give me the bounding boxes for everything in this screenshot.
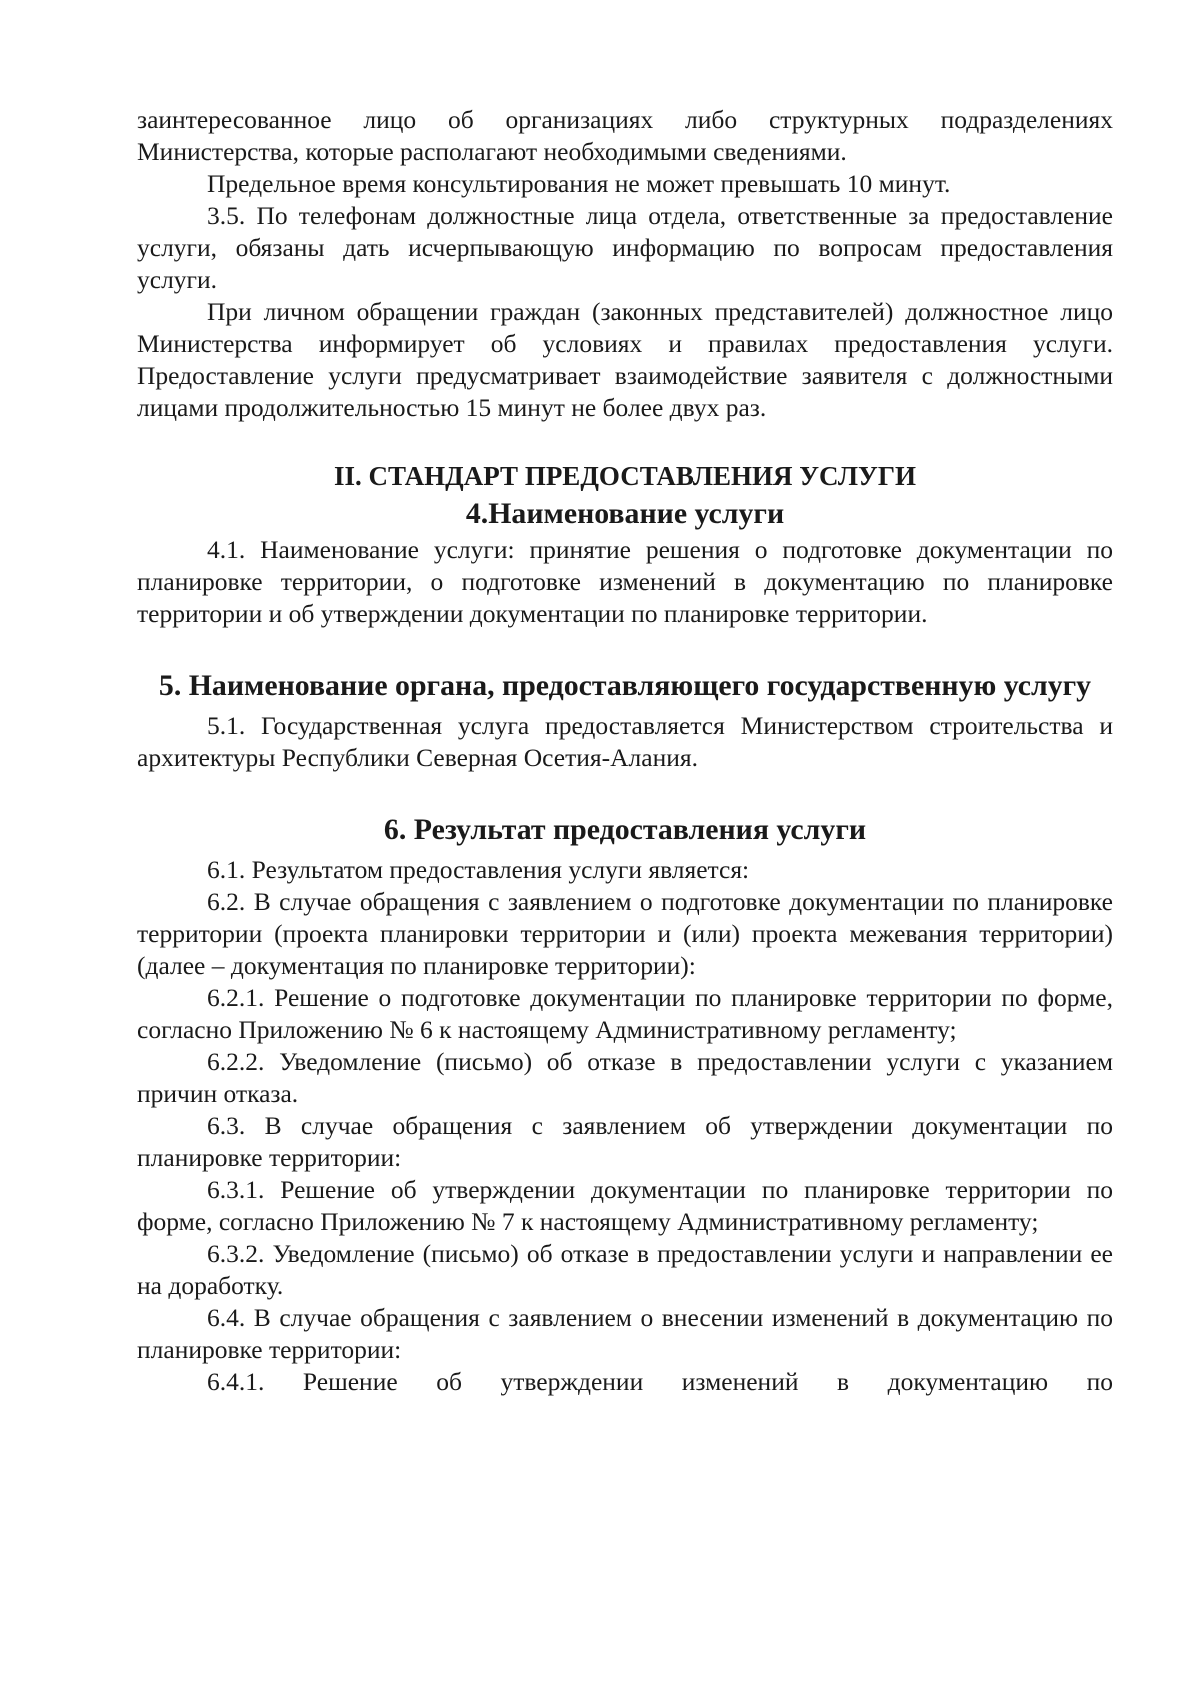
document-page <box>137 104 1113 1398</box>
paragraph-6-3-1: 6.3.1. Решение об утверждении документации по планировке территории по форме, согласно Приложению № 7 к настоящему Административному регламенту; <box>137 1175 1113 1236</box>
paragraph-3-5: 3.5. По телефонам должностные лица отдела, ответственные за предоставление услуги, обязаны дать исчерпывающую информацию по вопросам предоставления услуги. <box>137 201 1113 294</box>
paragraph-6-3: 6.3. В случае обращения с заявлением об утверждении документации по планировке территории: <box>137 1111 1113 1172</box>
subsection-6-title: 6. Результат предоставления услуги <box>383 813 867 846</box>
paragraph-6-2-2: 6.2.2. Уведомление (письмо) об отказе в предоставлении услуги с указанием причин отказа. <box>137 1047 1113 1108</box>
paragraph-6-3-2: 6.3.2. Уведомление (письмо) об отказе в предоставлении услуги и направлении ее на доработку. <box>137 1239 1113 1300</box>
paragraph-6-2: 6.2. В случае обращения с заявлением о подготовке документации по планировке территории (проекта планировки территории и (или) проекта межевания территории) (далее – документация по планировке территории): <box>137 887 1113 980</box>
subsection-5-title: 5. Наименование органа, предоставляющего государственную услугу <box>158 669 1092 702</box>
paragraph-5-1: 5.1. Государственная услуга предоставляется Министерством строительства и архитектуры Республики Северная Осетия-Алания. <box>137 711 1113 772</box>
paragraph-continuation: заинтересованное лицо об организациях либо структурных подразделениях Министерства, которые располагают необходимыми сведениями. <box>137 105 1113 166</box>
paragraph-6-1: 6.1. Результатом предоставления услуги является: <box>207 855 750 884</box>
paragraph-6-4: 6.4. В случае обращения с заявлением о внесении изменений в документацию по планировке территории: <box>137 1303 1113 1364</box>
paragraph-consult-time: Предельное время консультирования не может превышать 10 минут. <box>207 169 951 198</box>
paragraph-6-2-1: 6.2.1. Решение о подготовке документации по планировке территории по форме, согласно Приложению № 6 к настоящему Административному регламенту; <box>137 983 1113 1044</box>
paragraph-6-4-1: 6.4.1. Решение об утверждении изменений в документацию по <box>207 1367 1113 1396</box>
paragraph-4-1: 4.1. Наименование услуги: принятие решения о подготовке документации по планировке территории, о подготовке изменений в документацию по планировке территории и об утверждении документации по планировке территории. <box>137 535 1113 628</box>
paragraph-personal-visit: При личном обращении граждан (законных представителей) должностное лицо Министерства информирует об условиях и правилах предоставления услуги. Предоставление услуги предусматривает взаимодействие заявителя с должностными лицами продолжительностью 15 минут не более двух раз. <box>137 297 1113 422</box>
subsection-4-title: 4.Наименование услуги <box>465 497 785 530</box>
section-title: II. СТАНДАРТ ПРЕДОСТАВЛЕНИЯ УСЛУГИ <box>333 461 917 491</box>
